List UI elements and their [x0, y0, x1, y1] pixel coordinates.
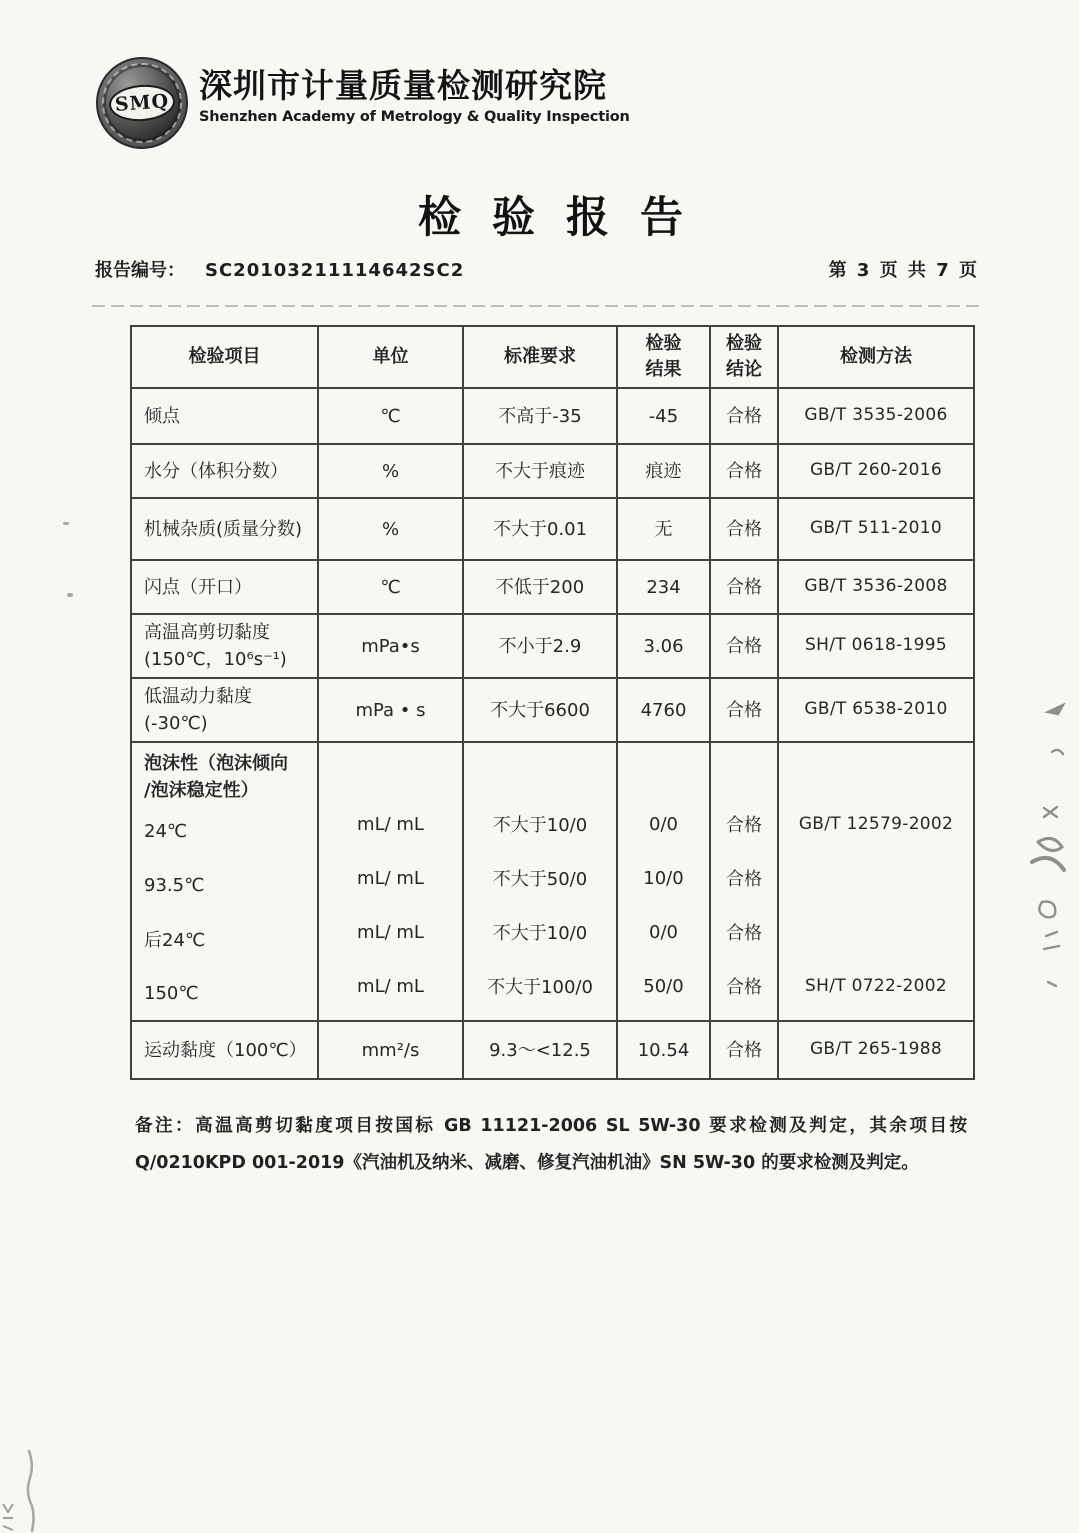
foam-column-unit — [317, 743, 462, 1020]
table-header-row — [132, 327, 973, 387]
foam-column-result — [616, 743, 709, 1020]
table-cell-conclusion: 合格 — [709, 561, 777, 613]
foam-sub-requirement: 不大于10/0 — [492, 923, 588, 945]
table-cell-item: 高温高剪切黏度(150℃，10⁶s⁻¹) — [144, 622, 287, 671]
table-cell-item: 机械杂质(质量分数) — [144, 518, 303, 540]
table-cell-result: 234 — [616, 561, 709, 613]
report-number — [95, 256, 464, 282]
foam-spacer — [319, 743, 462, 797]
table-cell-method: GB/T 511-2010 — [777, 499, 973, 559]
report-number-value: SC20103211114642SC2 — [205, 260, 465, 281]
table-cell-method: GB/T 3535-2006 — [777, 389, 973, 443]
foam-spacer — [711, 743, 777, 797]
foam-sub-result: 0/0 — [649, 921, 678, 943]
table-cell-result: 10.54 — [616, 1022, 709, 1078]
note-text: 高温高剪切黏度项目按国标 GB 11121-2006 SL 5W-30 要求检测及判定，其余项目按 Q/0210KPD 001-2019《汽油机及纳米、减磨、修复汽油机油》SN 5W-30 的要求检测及判定。 — [135, 1115, 967, 1173]
table-cell-conclusion: 合格 — [709, 389, 777, 443]
table-cell-requirement: 9.3～<12.5 — [462, 1022, 616, 1078]
scan-smudge-mark — [20, 1448, 44, 1533]
seal-text: SMQ — [114, 90, 170, 116]
table-cell-method: GB/T 6538-2010 — [777, 679, 973, 741]
table-row — [132, 677, 973, 741]
foam-sub-result: 50/0 — [643, 975, 684, 997]
table-row — [132, 613, 973, 677]
table-cell-item: 闪点（开口） — [144, 576, 252, 598]
foam-sub-unit: mL/ mL — [357, 867, 424, 889]
table-cell-result: 3.06 — [616, 615, 709, 677]
scan-speck — [63, 522, 69, 525]
table-cell-item: 倾点 — [144, 405, 180, 427]
table-cell-result: 无 — [616, 499, 709, 559]
table-row — [132, 443, 973, 497]
table-cell-conclusion: 合格 — [709, 1022, 777, 1078]
foam-sub-requirement: 不大于50/0 — [492, 869, 588, 891]
foam-group-title: 泡沫性（泡沫倾向 /泡沫稳定性） — [144, 753, 288, 802]
table-cell-method: SH/T 0618-1995 — [777, 615, 973, 677]
organization-name-cn: 深圳市计量质量检测研究院 — [199, 66, 607, 105]
foam-sub-requirement: 不大于100/0 — [487, 977, 593, 999]
foam-sub-result: 10/0 — [643, 867, 684, 889]
table-cell-requirement: 不低于200 — [462, 561, 616, 613]
table-cell-unit: mPa • s — [317, 679, 462, 741]
smq-seal-logo — [96, 57, 188, 149]
table-cell-conclusion: 合格 — [709, 679, 777, 741]
table-cell-unit: % — [317, 499, 462, 559]
column-header: 检验 结论 — [709, 327, 777, 387]
foam-sub-item: 24℃ — [144, 820, 188, 842]
foam-sub-unit: mL/ mL — [357, 975, 424, 997]
column-header: 检验 结果 — [616, 327, 709, 387]
foam-column-requirement — [462, 743, 616, 1020]
table-cell-item: 运动黏度（100℃） — [144, 1039, 307, 1061]
table-row — [132, 387, 973, 443]
table-row — [132, 497, 973, 559]
foam-sub-result: 0/0 — [649, 813, 678, 835]
dashed-divider — [92, 305, 985, 307]
foam-sub-item: 93.5℃ — [144, 874, 205, 896]
foam-spacer — [464, 743, 616, 797]
column-header: 单位 — [317, 327, 462, 387]
column-header: 检测方法 — [777, 327, 973, 387]
table-cell-conclusion: 合格 — [709, 445, 777, 497]
report-meta-row — [95, 256, 979, 282]
foam-sub-conclusion: 合格 — [726, 923, 762, 945]
table-cell-requirement: 不大于0.01 — [462, 499, 616, 559]
foam-sub-requirement: 不大于10/0 — [492, 815, 588, 837]
table-cell-requirement: 不小于2.9 — [462, 615, 616, 677]
table-cell-result: 4760 — [616, 679, 709, 741]
table-row — [132, 559, 973, 613]
table-cell-method: GB/T 265-1988 — [777, 1022, 973, 1078]
table-cell-result: 痕迹 — [616, 445, 709, 497]
column-header: 检验项目 — [188, 346, 261, 368]
foam-sub-unit: mL/ mL — [357, 921, 424, 943]
table-cell-unit: ℃ — [317, 389, 462, 443]
foam-sub-item: 后24℃ — [144, 930, 206, 952]
scan-corner-mark — [0, 1500, 16, 1533]
table-cell-unit: mPa•s — [317, 615, 462, 677]
foam-sub-method — [779, 851, 973, 905]
table-cell-method: GB/T 3536-2008 — [777, 561, 973, 613]
table-cell-unit: ℃ — [317, 561, 462, 613]
table-cell-unit: mm²/s — [317, 1022, 462, 1078]
foam-column-method — [777, 743, 973, 1020]
table-cell-requirement: 不大于6600 — [462, 679, 616, 741]
foam-sub-conclusion: 合格 — [726, 815, 762, 837]
foam-spacer — [618, 743, 709, 797]
foam-column-item — [132, 743, 317, 1020]
report-number-label: 报告编号： — [95, 260, 185, 281]
note-block — [135, 1108, 967, 1182]
table-row — [132, 1020, 973, 1078]
table-cell-result: -45 — [616, 389, 709, 443]
note-label: 备注： — [135, 1115, 196, 1136]
table-cell-conclusion: 合格 — [709, 615, 777, 677]
table-cell-item: 低温动力黏度(-30℃) — [144, 686, 252, 735]
document-title: 检 验 报 告 — [418, 193, 691, 243]
foam-sub-method: SH/T 0722-2002 — [805, 976, 947, 997]
foam-sub-item: 150℃ — [144, 982, 199, 1004]
foam-sub-conclusion: 合格 — [726, 869, 762, 891]
foam-spacer — [779, 743, 973, 797]
organization-block — [199, 66, 630, 125]
table-cell-requirement: 不高于-35 — [462, 389, 616, 443]
table-cell-method: GB/T 260-2016 — [777, 445, 973, 497]
foam-sub-conclusion: 合格 — [726, 977, 762, 999]
column-header: 标准要求 — [462, 327, 616, 387]
foam-sub-unit: mL/ mL — [357, 813, 424, 835]
scan-speck — [67, 593, 73, 597]
table-cell-requirement: 不大于痕迹 — [462, 445, 616, 497]
foam-group-row — [132, 741, 973, 1020]
table-cell-item: 水分（体积分数） — [144, 460, 288, 482]
report-table — [130, 325, 975, 1080]
organization-name-en: Shenzhen Academy of Metrology & Quality Inspection — [199, 108, 630, 125]
table-cell-unit: % — [317, 445, 462, 497]
foam-column-conclusion — [709, 743, 777, 1020]
page-indicator: 第 3 页 共 7 页 — [828, 260, 979, 281]
foam-sub-method — [779, 905, 973, 959]
table-cell-conclusion: 合格 — [709, 499, 777, 559]
scan-bleedthrough-marks — [1018, 690, 1076, 1020]
foam-sub-method: GB/T 12579-2002 — [798, 814, 954, 835]
